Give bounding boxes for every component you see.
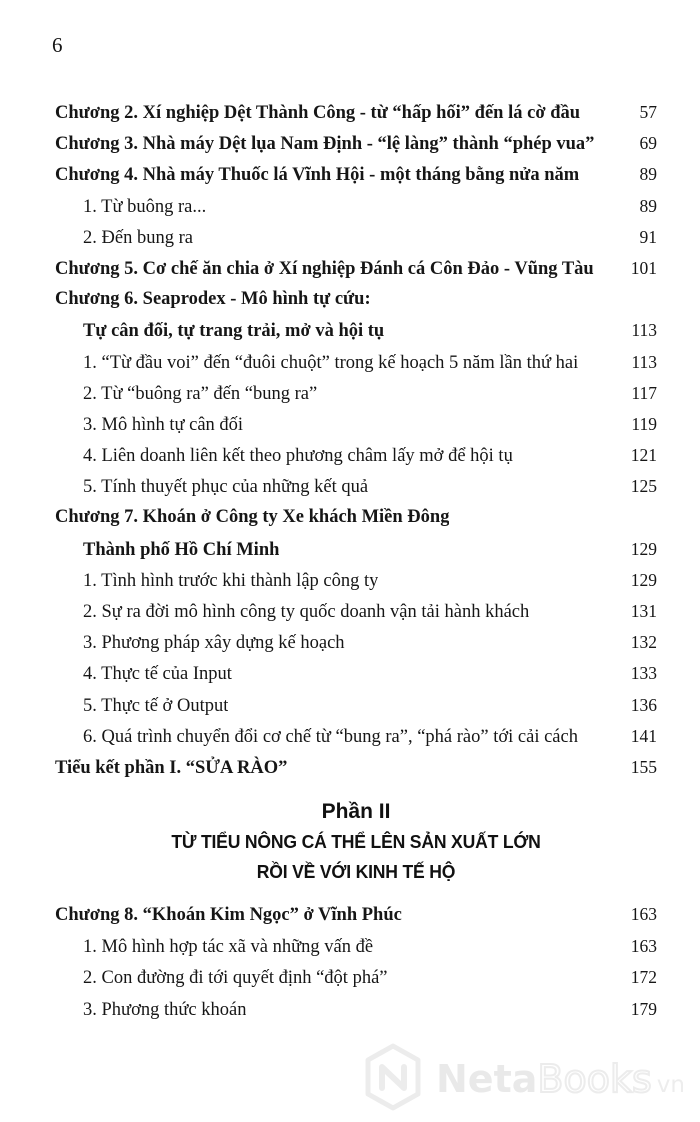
toc-entry-page: 113 <box>631 320 657 341</box>
toc-entry-page: 57 <box>639 102 657 122</box>
toc-entry-page: 129 <box>630 538 657 559</box>
toc-row <box>55 899 657 931</box>
watermark-brand-name <box>436 1057 685 1101</box>
toc-row <box>55 931 657 963</box>
toc-entry-page: 69 <box>639 133 657 154</box>
toc-row <box>55 994 657 1026</box>
toc-entry-title: 6. Quá trình chuyển đổi cơ chế từ “bung ra”, “phá rào” tới cải cách <box>83 726 578 747</box>
toc-entry-title: Chương 3. Nhà máy Dệt lụa Nam Định - “lệ làng” thành “phép vua” <box>55 134 595 155</box>
toc-part1-list <box>55 97 657 783</box>
table-of-contents <box>55 97 657 1025</box>
toc-entry-page: 133 <box>630 663 657 684</box>
toc-entry-page: 101 <box>630 257 657 278</box>
toc-entry-title: 4. Liên doanh liên kết theo phương châm lấy mở để hội tụ <box>83 446 513 467</box>
part2-heading <box>55 797 657 887</box>
watermark-neta-text: Neta <box>436 1057 538 1101</box>
toc-entry-page: 89 <box>639 195 657 216</box>
part2-title-line2: RỒI VỀ VỚI KINH TẾ HỘ <box>256 861 456 883</box>
toc-entry-title: Tự cân đối, tự trang trải, mở và hội tụ <box>83 321 385 342</box>
toc-entry-title: Thành phố Hồ Chí Minh <box>83 539 280 560</box>
toc-entry-title: Tiểu kết phần I. “SỬA RÀO” <box>55 757 288 778</box>
toc-entry-title: 2. Từ “buông ra” đến “bung ra” <box>83 383 318 404</box>
toc-row <box>55 347 657 378</box>
toc-entry-page: 129 <box>630 569 657 590</box>
toc-row <box>55 721 657 752</box>
toc-entry-page: 125 <box>630 476 657 497</box>
toc-row <box>55 284 657 315</box>
toc-row <box>55 97 657 128</box>
toc-row <box>55 752 657 783</box>
toc-entry-title: 3. Mô hình tự cân đối <box>83 414 244 435</box>
toc-entry-page: 163 <box>630 904 657 925</box>
toc-row <box>55 440 657 471</box>
toc-row <box>55 191 657 222</box>
toc-entry-page: 141 <box>630 725 657 746</box>
toc-row <box>55 471 657 502</box>
toc-entry-title: Chương 4. Nhà máy Thuốc lá Vĩnh Hội - một tháng bằng nửa năm <box>55 165 580 186</box>
toc-row <box>55 378 657 409</box>
toc-row <box>55 409 657 440</box>
toc-entry-page: 155 <box>630 756 657 777</box>
toc-row <box>55 627 657 658</box>
toc-row <box>55 596 657 627</box>
toc-row <box>55 222 657 253</box>
toc-entry-title: Chương 7. Khoán ở Công ty Xe khách Miền Đông <box>55 507 450 528</box>
toc-entry-page: 163 <box>630 935 657 956</box>
toc-entry-title: 4. Thực tế của Input <box>83 664 232 685</box>
toc-entry-page: 131 <box>630 601 657 621</box>
watermark-books-text: Books <box>537 1057 652 1101</box>
toc-entry-page: 91 <box>639 226 657 247</box>
toc-entry-page: 136 <box>630 694 657 715</box>
part2-title-line1: TỪ TIỂU NÔNG CÁ THỂ LÊN SẢN XUẤT LỚN <box>171 831 541 853</box>
watermark-vn-text: vn <box>656 1072 685 1098</box>
toc-entry-title: 3. Phương thức khoán <box>83 999 247 1020</box>
part2-label: Phần II <box>321 800 391 824</box>
toc-part2-list <box>55 899 657 1025</box>
toc-row <box>55 962 657 994</box>
toc-entry-page: 179 <box>630 998 657 1019</box>
toc-entry-title: 2. Con đường đi tới quyết định “đột phá” <box>83 968 388 989</box>
toc-row <box>55 159 657 190</box>
toc-entry-title: Chương 6. Seaprodex - Mô hình tự cứu: <box>55 289 371 310</box>
toc-row <box>55 128 657 159</box>
toc-entry-page: 113 <box>631 351 657 372</box>
toc-entry-title: Chương 5. Cơ chế ăn chia ở Xí nghiệp Đánh cá Côn Đảo - Vũng Tàu <box>55 258 594 279</box>
toc-entry-title: 5. Thực tế ở Output <box>83 695 229 716</box>
page-number: 6 <box>52 33 63 57</box>
netabooks-watermark <box>362 1042 694 1116</box>
toc-entry-title: 2. Sự ra đời mô hình công ty quốc doanh vận tải hành khách <box>83 602 530 622</box>
toc-entry-title: 1. Từ buông ra... <box>83 196 207 217</box>
toc-entry-page: 119 <box>631 413 657 434</box>
toc-entry-page: 121 <box>630 445 657 466</box>
toc-entry-title: Chương 8. “Khoán Kim Ngọc” ở Vĩnh Phúc <box>55 905 402 926</box>
toc-entry-page: 132 <box>630 632 657 653</box>
toc-entry-title: 5. Tính thuyết phục của những kết quả <box>83 477 369 498</box>
toc-entry-title: 2. Đến bung ra <box>83 227 193 248</box>
toc-row <box>55 690 657 721</box>
toc-row <box>55 502 657 533</box>
toc-row <box>55 658 657 689</box>
toc-entry-title: 3. Phương pháp xây dựng kế hoạch <box>83 633 345 654</box>
toc-entry-title: 1. Mô hình hợp tác xã và những vấn đề <box>83 936 374 957</box>
toc-entry-title: 1. Tình hình trước khi thành lập công ty <box>83 570 379 591</box>
toc-row <box>55 315 657 346</box>
toc-entry-title: 1. “Từ đầu voi” đến “đuôi chuột” trong kế hoạch 5 năm lần thứ hai <box>83 352 579 373</box>
toc-entry-page: 89 <box>639 164 657 185</box>
toc-entry-title: Chương 2. Xí nghiệp Dệt Thành Công - từ “hấp hối” đến lá cờ đầu <box>55 103 581 123</box>
toc-entry-page: 172 <box>630 967 657 988</box>
toc-entry-page: 117 <box>631 382 657 403</box>
toc-row <box>55 565 657 596</box>
toc-row <box>55 253 657 284</box>
toc-row <box>55 534 657 565</box>
netabooks-hexagon-n-icon <box>362 1043 424 1116</box>
